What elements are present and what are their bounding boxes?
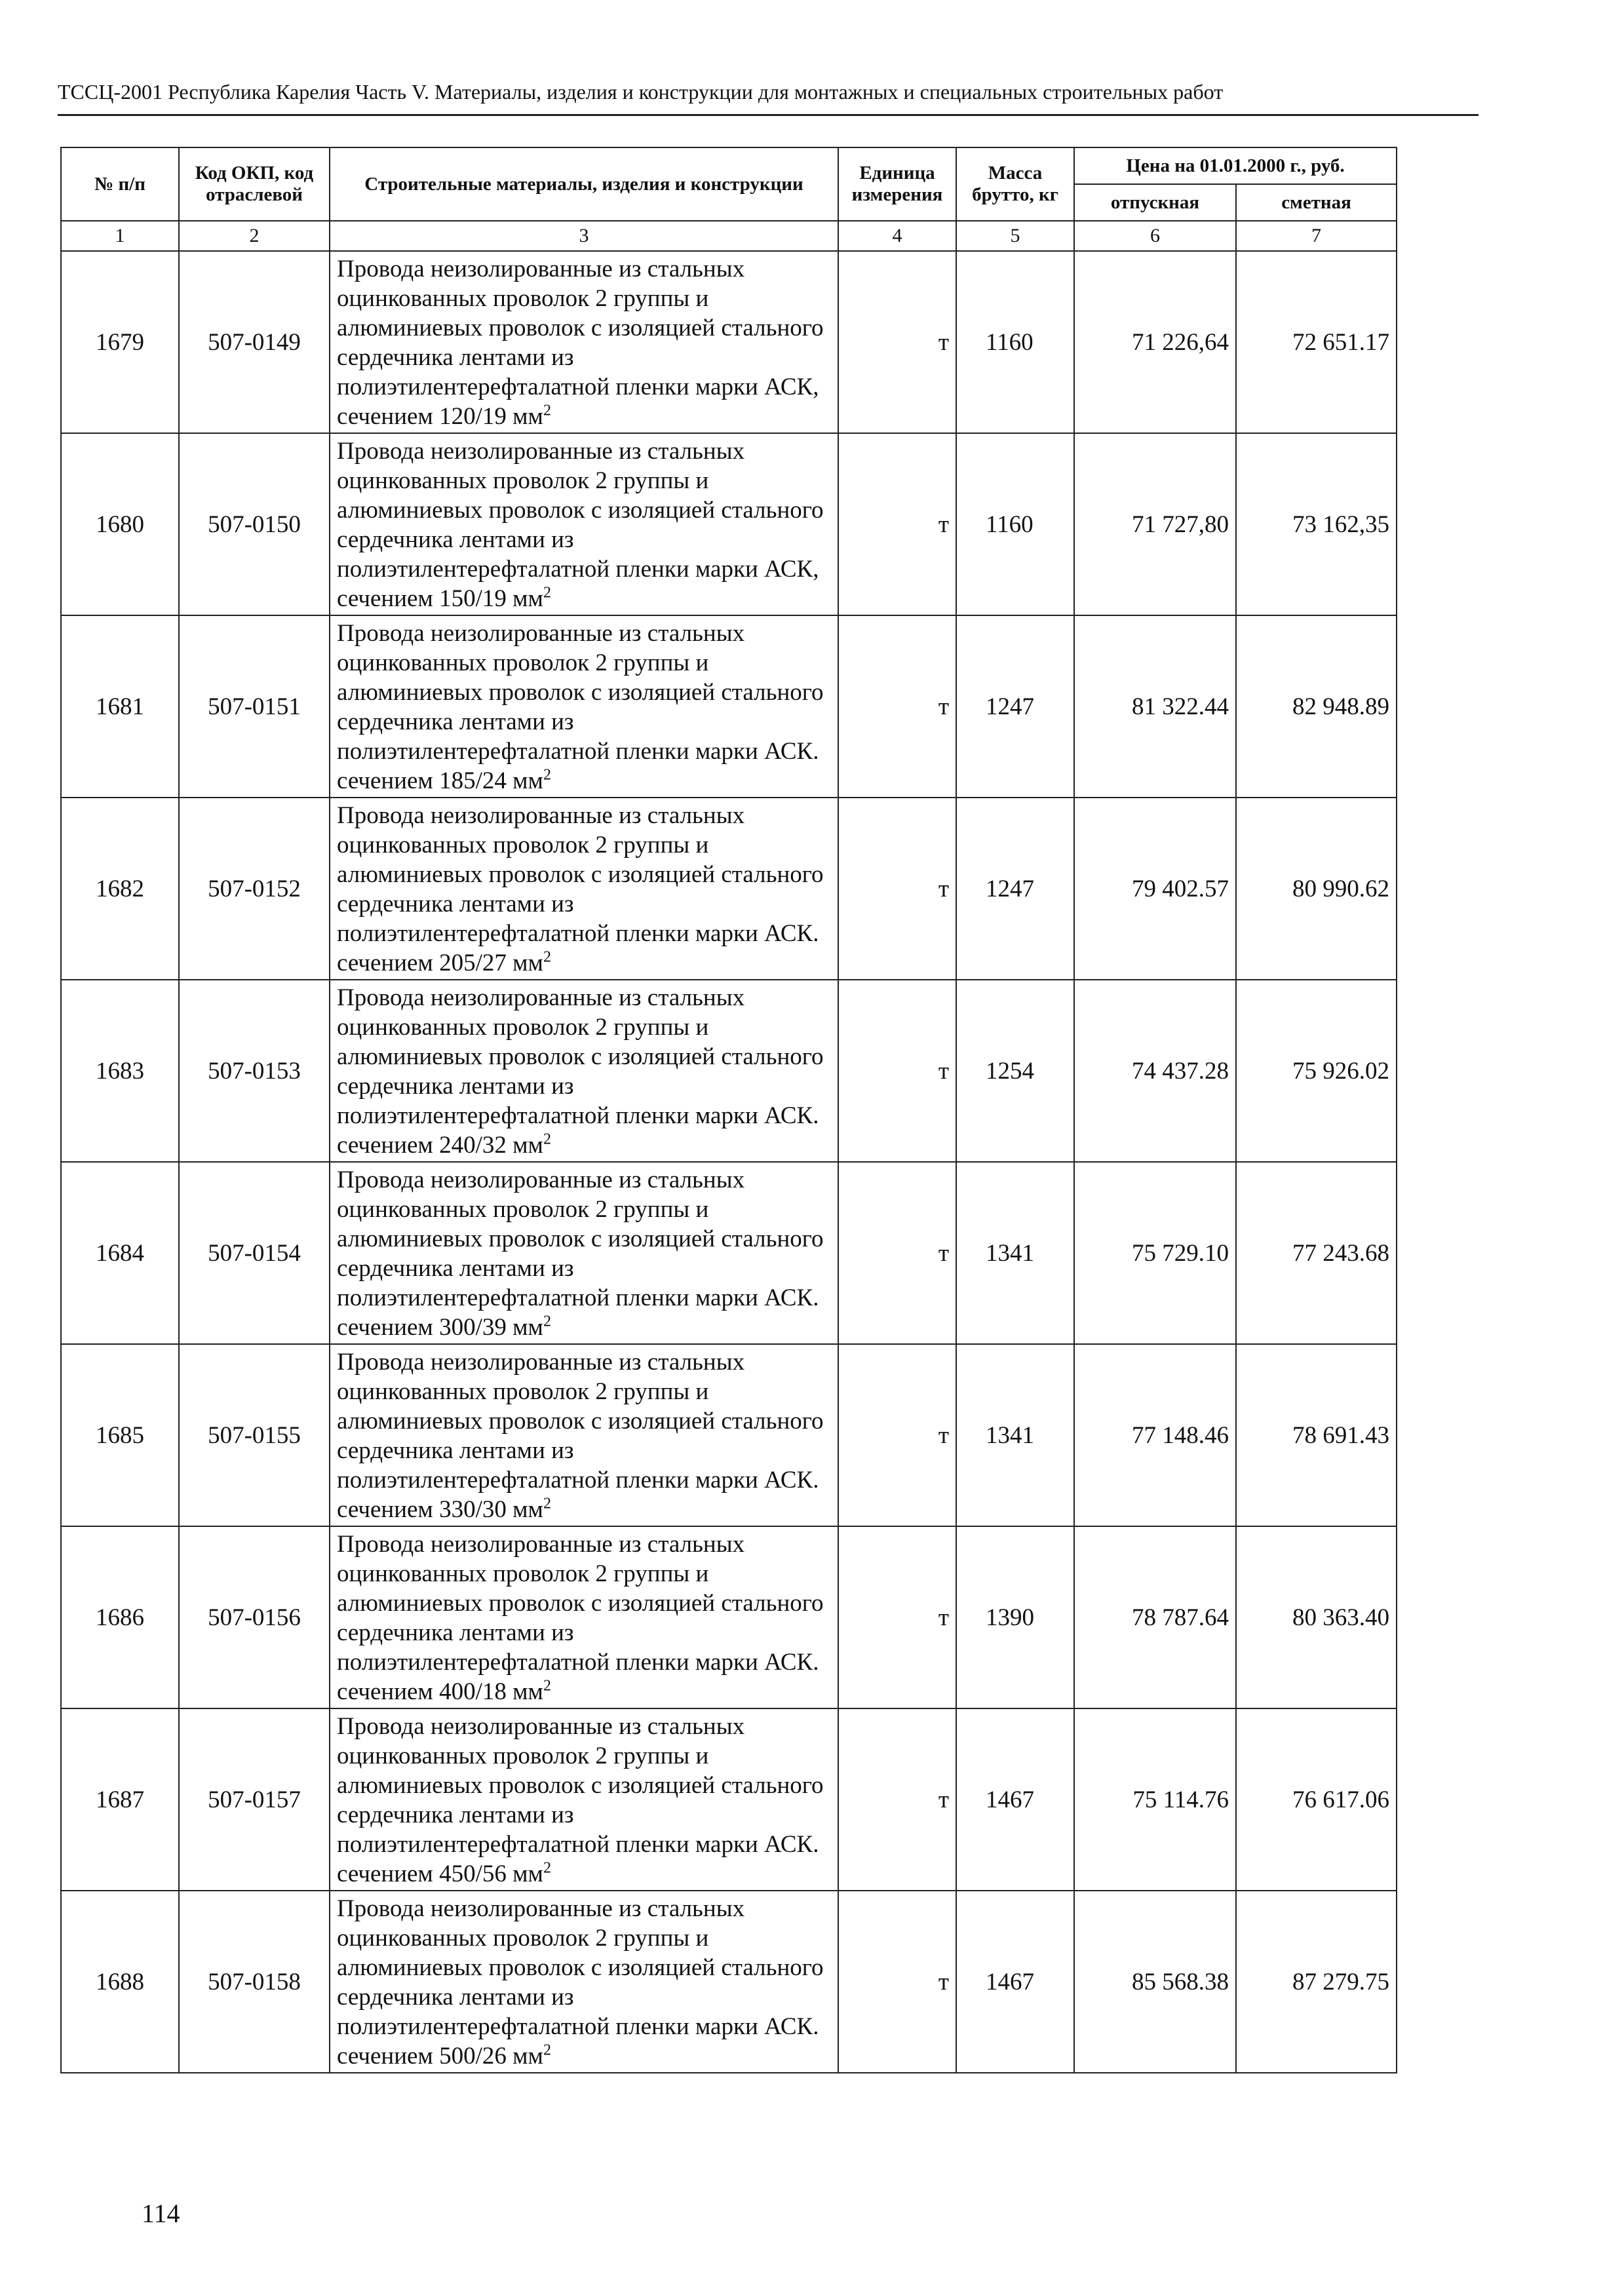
table-row [61,1344,1397,1526]
row-number: 1684 [61,1162,179,1344]
header-code: Код ОКП, код отраслевой [179,147,330,221]
row-unit: т [838,1891,956,2073]
page-number: 114 [142,2199,180,2228]
row-description-text: Провода неизолированные из стальных оцинкованных проволок 2 группы и алюминиевых проволок с изоляцией стального сердечника лентами из полиэтилентерефталатной пленки марки АСК. сечением 330/30 мм [337,1349,824,1523]
row-description [330,615,838,798]
row-price-release: 75 729.10 [1074,1162,1236,1344]
row-mass: 1341 [956,1344,1074,1526]
row-price-estimate: 75 926.02 [1236,980,1397,1162]
row-description-text: Провода неизолированные из стальных оцинкованных проволок 2 группы и алюминиевых проволок с изоляцией стального сердечника лентами из полиэтилентерефталатной пленки марки АСК. сечением 500/26 мм [337,1895,824,2070]
row-unit: т [838,980,956,1162]
row-code: 507-0152 [179,798,330,980]
row-price-release: 79 402.57 [1074,798,1236,980]
row-price-estimate: 77 243.68 [1236,1162,1397,1344]
superscript-two: 2 [543,402,551,419]
row-number: 1679 [61,251,179,433]
header-unit: Единица измерения [838,147,956,221]
row-unit: т [838,251,956,433]
row-price-estimate: 76 617.06 [1236,1708,1397,1891]
row-price-release: 75 114.76 [1074,1708,1236,1891]
column-number: 3 [330,221,838,251]
row-unit: т [838,1344,956,1526]
row-description-text: Провода неизолированные из стальных оцинкованных проволок 2 группы и алюминиевых проволок с изоляцией стального сердечника лентами из полиэтилентерефталатной пленки марки АСК. сечением 450/56 мм [337,1713,824,1887]
row-mass: 1467 [956,1891,1074,2073]
row-unit: т [838,615,956,798]
row-description [330,251,838,433]
header-mass: Масса брутто, кг [956,147,1074,221]
row-price-estimate: 80 363.40 [1236,1526,1397,1708]
row-mass: 1341 [956,1162,1074,1344]
row-code: 507-0157 [179,1708,330,1891]
superscript-two: 2 [543,948,551,966]
column-number: 6 [1074,221,1236,251]
row-unit: т [838,798,956,980]
row-description [330,1708,838,1891]
row-price-release: 71 727,80 [1074,433,1236,615]
row-code: 507-0156 [179,1526,330,1708]
row-code: 507-0150 [179,433,330,615]
row-price-estimate: 72 651.17 [1236,251,1397,433]
row-price-release: 71 226,64 [1074,251,1236,433]
table-row [61,980,1397,1162]
row-number: 1682 [61,798,179,980]
row-price-release: 78 787.64 [1074,1526,1236,1708]
row-number: 1681 [61,615,179,798]
row-code: 507-0153 [179,980,330,1162]
row-number: 1688 [61,1891,179,2073]
row-price-release: 74 437.28 [1074,980,1236,1162]
row-code: 507-0154 [179,1162,330,1344]
row-number: 1686 [61,1526,179,1708]
superscript-two: 2 [543,584,551,602]
superscript-two: 2 [543,766,551,784]
table-row [61,798,1397,980]
column-number: 4 [838,221,956,251]
row-unit: т [838,1526,956,1708]
row-number: 1687 [61,1708,179,1891]
header-price-release: отпускная [1074,184,1236,221]
row-unit: т [838,1162,956,1344]
row-code: 507-0151 [179,615,330,798]
header-rule [58,114,1479,116]
superscript-two: 2 [543,1859,551,1877]
row-description [330,798,838,980]
table-row [61,1526,1397,1708]
column-number: 7 [1236,221,1397,251]
row-code: 507-0155 [179,1344,330,1526]
table-body [61,251,1397,2073]
row-mass: 1390 [956,1526,1074,1708]
row-mass: 1247 [956,798,1074,980]
table-row [61,433,1397,615]
row-price-estimate: 87 279.75 [1236,1891,1397,2073]
row-price-release: 77 148.46 [1074,1344,1236,1526]
row-unit: т [838,1708,956,1891]
row-description [330,1344,838,1526]
row-price-estimate: 80 990.62 [1236,798,1397,980]
row-price-estimate: 73 162,35 [1236,433,1397,615]
row-number: 1685 [61,1344,179,1526]
row-mass: 1160 [956,251,1074,433]
row-number: 1683 [61,980,179,1162]
table-row [61,615,1397,798]
superscript-two: 2 [543,1130,551,1148]
row-unit: т [838,433,956,615]
row-description-text: Провода неизолированные из стальных оцинкованных проволок 2 группы и алюминиевых проволок с изоляцией стального сердечника лентами из полиэтилентерефталатной пленки марки АСК. сечением 185/24 мм [337,620,824,794]
row-description-text: Провода неизолированные из стальных оцинкованных проволок 2 группы и алюминиевых проволок с изоляцией стального сердечника лентами из полиэтилентерефталатной пленки марки АСК. сечением 300/39 мм [337,1166,824,1341]
superscript-two: 2 [543,2041,551,2059]
row-description [330,1891,838,2073]
row-number: 1680 [61,433,179,615]
row-price-estimate: 82 948.89 [1236,615,1397,798]
row-description [330,980,838,1162]
table-row [61,1891,1397,2073]
header-price-estimate: сметная [1236,184,1397,221]
row-price-release: 85 568.38 [1074,1891,1236,2073]
column-number: 2 [179,221,330,251]
row-mass: 1467 [956,1708,1074,1891]
row-description-text: Провода неизолированные из стальных оцинкованных проволок 2 группы и алюминиевых проволок с изоляцией стального сердечника лентами из полиэтилентерефталатной пленки марки АСК. сечением 240/32 мм [337,984,824,1159]
header-name: Строительные материалы, изделия и конструкции [330,147,838,221]
row-code: 507-0149 [179,251,330,433]
row-mass: 1254 [956,980,1074,1162]
row-description-text: Провода неизолированные из стальных оцинкованных проволок 2 группы и алюминиевых проволок с изоляцией стального сердечника лентами из полиэтилентерефталатной пленки марки АСК, сечением 150/19 мм [337,438,824,612]
table-row [61,1162,1397,1344]
row-code: 507-0158 [179,1891,330,2073]
superscript-two: 2 [543,1495,551,1513]
table-row [61,251,1397,433]
price-table [60,147,1397,2073]
row-price-estimate: 78 691.43 [1236,1344,1397,1526]
row-description-text: Провода неизолированные из стальных оцинкованных проволок 2 группы и алюминиевых проволок с изоляцией стального сердечника лентами из полиэтилентерефталатной пленки марки АСК. сечением 400/18 мм [337,1531,824,1705]
row-description-text: Провода неизолированные из стальных оцинкованных проволок 2 группы и алюминиевых проволок с изоляцией стального сердечника лентами из полиэтилентерефталатной пленки марки АСК. сечением 205/27 мм [337,802,824,976]
row-mass: 1247 [956,615,1074,798]
row-description [330,433,838,615]
column-number: 5 [956,221,1074,251]
row-description [330,1526,838,1708]
page-header: ТССЦ-2001 Республика Карелия Часть V. Материалы, изделия и конструкции для монтажных и специальных строительных работ [58,80,1224,104]
column-number: 1 [61,221,179,251]
row-description-text: Провода неизолированные из стальных оцинкованных проволок 2 группы и алюминиевых проволок с изоляцией стального сердечника лентами из полиэтилентерефталатной пленки марки АСК, сечением 120/19 мм [337,256,824,430]
row-price-release: 81 322.44 [1074,615,1236,798]
row-description [330,1162,838,1344]
table-row [61,1708,1397,1891]
superscript-two: 2 [543,1313,551,1330]
superscript-two: 2 [543,1677,551,1695]
header-num: № п/п [61,147,179,221]
row-mass: 1160 [956,433,1074,615]
header-price-group: Цена на 01.01.2000 г., руб. [1074,147,1397,184]
